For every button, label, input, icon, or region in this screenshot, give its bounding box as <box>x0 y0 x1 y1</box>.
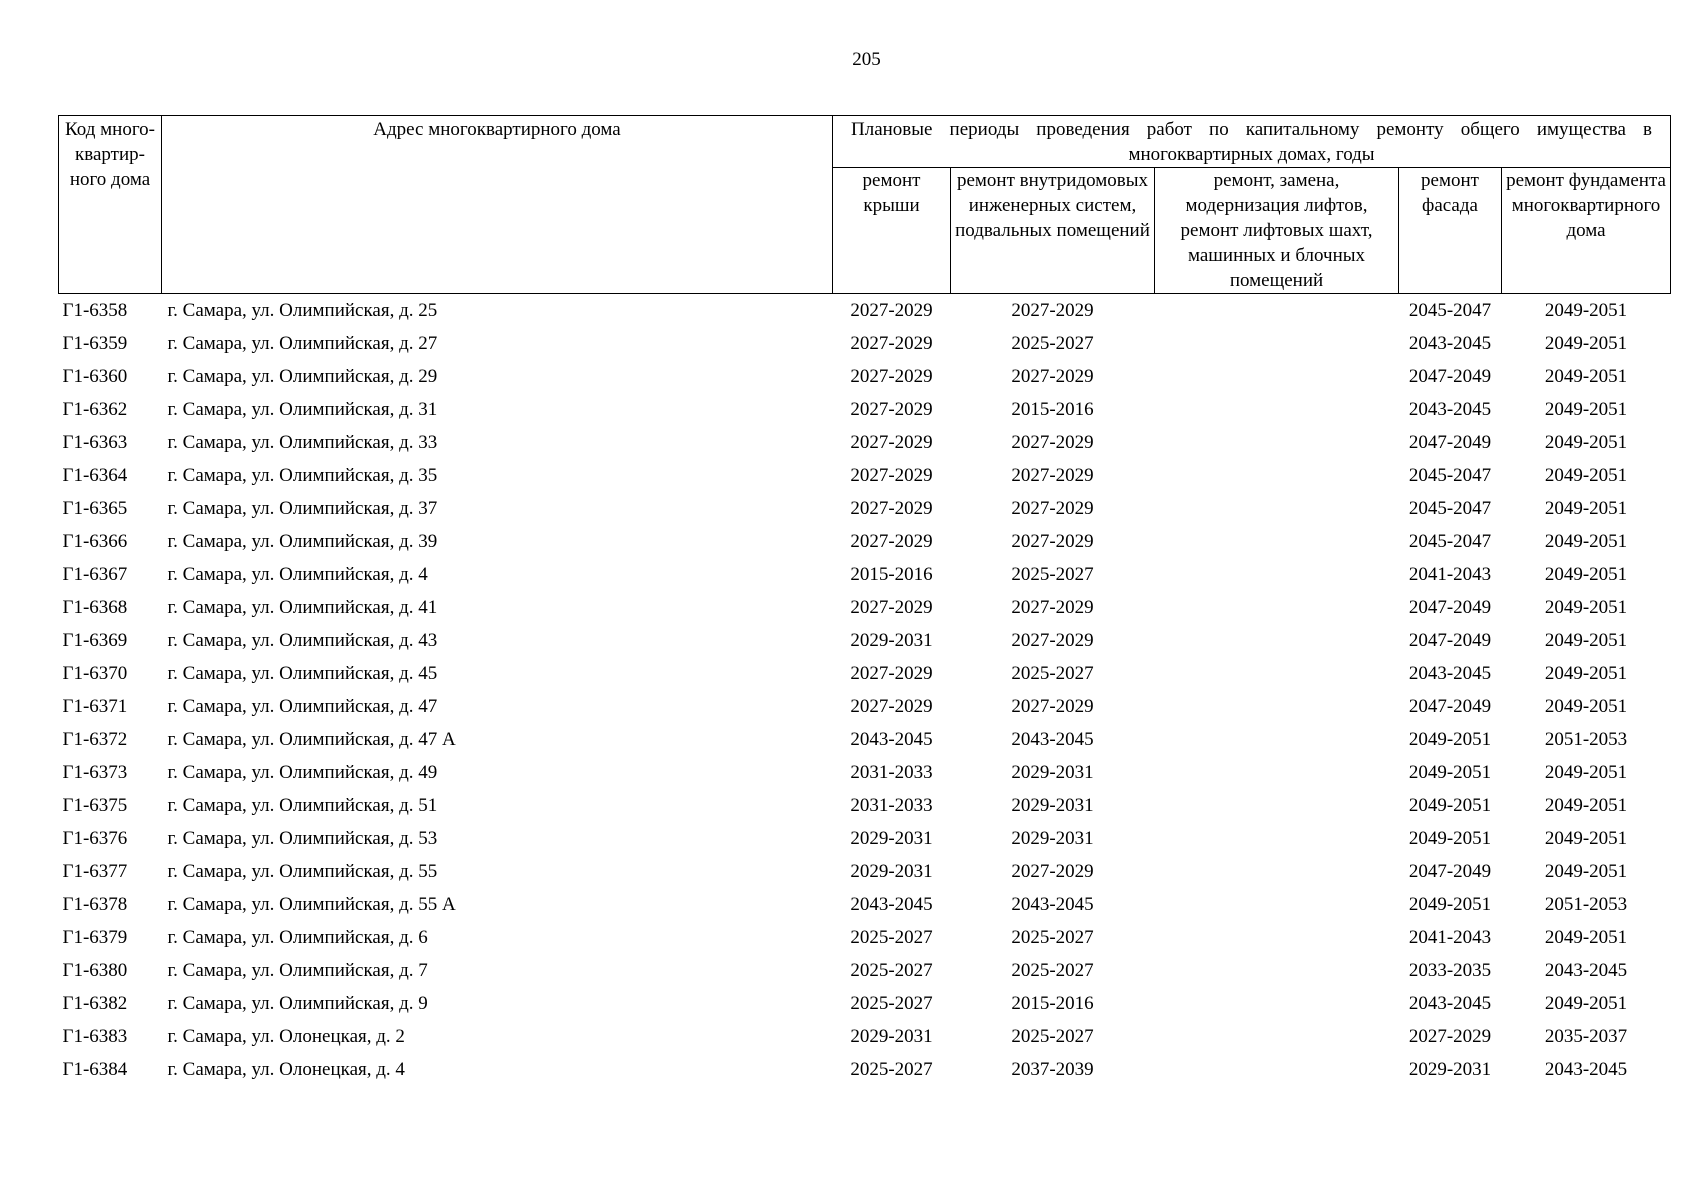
cell-address: г. Самара, ул. Олимпийская, д. 7 <box>167 960 428 981</box>
cell-code: Г1-6373 <box>62 762 128 783</box>
cell-roof: 2043-2045 <box>850 894 933 915</box>
cell-facade: 2045-2047 <box>1408 300 1492 321</box>
cell-elevators <box>1155 525 1399 558</box>
table-row <box>59 360 1671 393</box>
cell-foundation: 2049-2051 <box>1544 333 1628 354</box>
table-row <box>59 822 1671 855</box>
table-row <box>59 492 1671 525</box>
cell-facade: 2033-2035 <box>1408 960 1492 981</box>
cell-foundation: 2051-2053 <box>1544 894 1628 915</box>
table-row <box>59 327 1671 360</box>
cell-foundation: 2049-2051 <box>1544 861 1628 882</box>
cell-facade: 2049-2051 <box>1408 828 1492 849</box>
cell-engineering: 2027-2029 <box>1011 597 1094 618</box>
cell-foundation: 2049-2051 <box>1544 927 1628 948</box>
cell-address: г. Самара, ул. Олонецкая, д. 2 <box>167 1026 405 1047</box>
cell-address: г. Самара, ул. Олимпийская, д. 35 <box>167 465 438 486</box>
header-roof: ремонт крыши <box>833 168 951 294</box>
capital-repair-table <box>58 115 1671 1086</box>
cell-facade: 2041-2043 <box>1408 927 1492 948</box>
cell-facade: 2041-2043 <box>1408 564 1492 585</box>
table-body <box>59 294 1671 1087</box>
cell-code: Г1-6384 <box>62 1059 128 1080</box>
cell-address: г. Самара, ул. Олимпийская, д. 29 <box>167 366 438 387</box>
cell-roof: 2029-2031 <box>850 1026 933 1047</box>
cell-engineering: 2027-2029 <box>1011 300 1094 321</box>
cell-engineering: 2025-2027 <box>1011 927 1094 948</box>
cell-engineering: 2027-2029 <box>1011 630 1094 651</box>
table-row <box>59 723 1671 756</box>
cell-foundation: 2035-2037 <box>1544 1026 1628 1047</box>
cell-elevators <box>1155 756 1399 789</box>
cell-roof: 2025-2027 <box>850 927 933 948</box>
cell-engineering: 2027-2029 <box>1011 531 1094 552</box>
cell-elevators <box>1155 657 1399 690</box>
cell-roof: 2027-2029 <box>850 366 933 387</box>
cell-facade: 2049-2051 <box>1408 762 1492 783</box>
cell-foundation: 2049-2051 <box>1544 531 1628 552</box>
cell-elevators <box>1155 360 1399 393</box>
cell-engineering: 2025-2027 <box>1011 1026 1094 1047</box>
header-code: Код много-квартир-ного дома <box>59 116 162 294</box>
cell-facade: 2049-2051 <box>1408 894 1492 915</box>
cell-foundation: 2049-2051 <box>1544 399 1628 420</box>
cell-foundation: 2051-2053 <box>1544 729 1628 750</box>
cell-engineering: 2027-2029 <box>1011 465 1094 486</box>
cell-address: г. Самара, ул. Олимпийская, д. 41 <box>167 597 438 618</box>
cell-facade: 2029-2031 <box>1408 1059 1492 1080</box>
cell-engineering: 2025-2027 <box>1011 960 1094 981</box>
cell-code: Г1-6360 <box>62 366 128 387</box>
header-elevators: ремонт, замена, модернизация лифтов, ремонт лифтовых шахт, машинных и блочных помещений <box>1155 168 1399 294</box>
cell-roof: 2027-2029 <box>850 333 933 354</box>
cell-foundation: 2043-2045 <box>1544 1059 1628 1080</box>
cell-roof: 2025-2027 <box>850 960 933 981</box>
cell-facade: 2049-2051 <box>1408 729 1492 750</box>
header-engineering: ремонт внутридомовых инженерных систем, подвальных помещений <box>951 168 1155 294</box>
table-row <box>59 393 1671 426</box>
cell-roof: 2027-2029 <box>850 597 933 618</box>
table-row <box>59 426 1671 459</box>
cell-facade: 2027-2029 <box>1408 1026 1492 1047</box>
cell-elevators <box>1155 1053 1399 1086</box>
cell-code: Г1-6369 <box>62 630 128 651</box>
cell-elevators <box>1155 327 1399 360</box>
cell-roof: 2025-2027 <box>850 993 933 1014</box>
cell-roof: 2029-2031 <box>850 861 933 882</box>
cell-code: Г1-6364 <box>62 465 128 486</box>
cell-facade: 2043-2045 <box>1408 993 1492 1014</box>
cell-roof: 2025-2027 <box>850 1059 933 1080</box>
cell-elevators <box>1155 888 1399 921</box>
cell-engineering: 2043-2045 <box>1011 894 1094 915</box>
cell-foundation: 2049-2051 <box>1544 597 1628 618</box>
cell-engineering: 2027-2029 <box>1011 432 1094 453</box>
header-facade: ремонт фасада <box>1399 168 1502 294</box>
cell-engineering: 2015-2016 <box>1011 399 1094 420</box>
cell-engineering: 2027-2029 <box>1011 861 1094 882</box>
cell-elevators <box>1155 690 1399 723</box>
table-row <box>59 1053 1671 1086</box>
cell-roof: 2027-2029 <box>850 432 933 453</box>
cell-foundation: 2049-2051 <box>1544 762 1628 783</box>
cell-facade: 2047-2049 <box>1408 861 1492 882</box>
cell-roof: 2031-2033 <box>850 762 933 783</box>
table-row <box>59 888 1671 921</box>
cell-facade: 2047-2049 <box>1408 432 1492 453</box>
cell-facade: 2045-2047 <box>1408 498 1492 519</box>
cell-elevators <box>1155 591 1399 624</box>
cell-facade: 2047-2049 <box>1408 597 1492 618</box>
cell-facade: 2043-2045 <box>1408 333 1492 354</box>
cell-elevators <box>1155 492 1399 525</box>
cell-code: Г1-6378 <box>62 894 128 915</box>
cell-code: Г1-6372 <box>62 729 128 750</box>
cell-code: Г1-6375 <box>62 795 128 816</box>
cell-facade: 2043-2045 <box>1408 663 1492 684</box>
table-row <box>59 690 1671 723</box>
cell-foundation: 2049-2051 <box>1544 465 1628 486</box>
cell-code: Г1-6363 <box>62 432 128 453</box>
cell-address: г. Самара, ул. Олимпийская, д. 25 <box>167 300 438 321</box>
header-address: Адрес многоквартирного дома <box>162 116 833 294</box>
cell-code: Г1-6362 <box>62 399 128 420</box>
cell-address: г. Самара, ул. Олимпийская, д. 9 <box>167 993 428 1014</box>
cell-code: Г1-6380 <box>62 960 128 981</box>
cell-engineering: 2027-2029 <box>1011 498 1094 519</box>
cell-engineering: 2025-2027 <box>1011 564 1094 585</box>
cell-engineering: 2043-2045 <box>1011 729 1094 750</box>
cell-elevators <box>1155 558 1399 591</box>
cell-engineering: 2025-2027 <box>1011 333 1094 354</box>
cell-engineering: 2027-2029 <box>1011 366 1094 387</box>
table-row <box>59 855 1671 888</box>
cell-address: г. Самара, ул. Олимпийская, д. 4 <box>167 564 428 585</box>
cell-code: Г1-6379 <box>62 927 128 948</box>
table-row <box>59 624 1671 657</box>
table-row <box>59 1020 1671 1053</box>
cell-foundation: 2049-2051 <box>1544 432 1628 453</box>
page-number: 205 <box>852 49 881 70</box>
cell-foundation: 2049-2051 <box>1544 366 1628 387</box>
cell-elevators <box>1155 294 1399 328</box>
cell-address: г. Самара, ул. Олимпийская, д. 45 <box>167 663 438 684</box>
cell-roof: 2027-2029 <box>850 399 933 420</box>
cell-roof: 2015-2016 <box>850 564 933 585</box>
cell-elevators <box>1155 426 1399 459</box>
cell-roof: 2027-2029 <box>850 663 933 684</box>
table-row <box>59 657 1671 690</box>
cell-elevators <box>1155 822 1399 855</box>
cell-address: г. Самара, ул. Олимпийская, д. 47 <box>167 696 438 717</box>
cell-code: Г1-6359 <box>62 333 128 354</box>
cell-elevators <box>1155 921 1399 954</box>
cell-foundation: 2049-2051 <box>1544 828 1628 849</box>
cell-address: г. Самара, ул. Олимпийская, д. 43 <box>167 630 438 651</box>
cell-roof: 2029-2031 <box>850 828 933 849</box>
cell-elevators <box>1155 855 1399 888</box>
cell-foundation: 2049-2051 <box>1544 564 1628 585</box>
cell-elevators <box>1155 459 1399 492</box>
cell-engineering: 2015-2016 <box>1011 993 1094 1014</box>
cell-roof: 2027-2029 <box>850 696 933 717</box>
cell-roof: 2031-2033 <box>850 795 933 816</box>
cell-address: г. Самара, ул. Олимпийская, д. 31 <box>167 399 438 420</box>
table-row <box>59 591 1671 624</box>
cell-foundation: 2049-2051 <box>1544 663 1628 684</box>
cell-address: г. Самара, ул. Олимпийская, д. 33 <box>167 432 438 453</box>
cell-roof: 2027-2029 <box>850 465 933 486</box>
cell-foundation: 2049-2051 <box>1544 630 1628 651</box>
cell-elevators <box>1155 954 1399 987</box>
table-row <box>59 954 1671 987</box>
cell-address: г. Самара, ул. Олимпийская, д. 53 <box>167 828 438 849</box>
cell-engineering: 2029-2031 <box>1011 762 1094 783</box>
table-row <box>59 756 1671 789</box>
cell-facade: 2045-2047 <box>1408 465 1492 486</box>
cell-facade: 2049-2051 <box>1408 795 1492 816</box>
table-row <box>59 987 1671 1020</box>
cell-foundation: 2043-2045 <box>1544 960 1628 981</box>
cell-roof: 2043-2045 <box>850 729 933 750</box>
cell-code: Г1-6370 <box>62 663 128 684</box>
cell-address: г. Самара, ул. Олимпийская, д. 37 <box>167 498 438 519</box>
cell-code: Г1-6367 <box>62 564 128 585</box>
cell-elevators <box>1155 624 1399 657</box>
table-row <box>59 558 1671 591</box>
cell-engineering: 2027-2029 <box>1011 696 1094 717</box>
header-periods-group <box>833 116 1671 168</box>
cell-facade: 2043-2045 <box>1408 399 1492 420</box>
cell-foundation: 2049-2051 <box>1544 300 1628 321</box>
cell-address: г. Самара, ул. Олимпийская, д. 49 <box>167 762 438 783</box>
cell-engineering: 2029-2031 <box>1011 828 1094 849</box>
cell-code: Г1-6376 <box>62 828 128 849</box>
table-row <box>59 525 1671 558</box>
cell-address: г. Самара, ул. Олонецкая, д. 4 <box>167 1059 405 1080</box>
cell-foundation: 2049-2051 <box>1544 795 1628 816</box>
table-header <box>59 116 1671 294</box>
table-row <box>59 459 1671 492</box>
cell-address: г. Самара, ул. Олимпийская, д. 47 А <box>167 729 456 750</box>
cell-code: Г1-6366 <box>62 531 128 552</box>
cell-code: Г1-6365 <box>62 498 128 519</box>
cell-code: Г1-6371 <box>62 696 128 717</box>
cell-address: г. Самара, ул. Олимпийская, д. 51 <box>167 795 438 816</box>
cell-roof: 2027-2029 <box>850 300 933 321</box>
cell-elevators <box>1155 987 1399 1020</box>
cell-roof: 2027-2029 <box>850 498 933 519</box>
cell-roof: 2029-2031 <box>850 630 933 651</box>
cell-address: г. Самара, ул. Олимпийская, д. 6 <box>167 927 428 948</box>
cell-address: г. Самара, ул. Олимпийская, д. 27 <box>167 333 438 354</box>
cell-roof: 2027-2029 <box>850 531 933 552</box>
cell-engineering: 2037-2039 <box>1011 1059 1094 1080</box>
cell-foundation: 2049-2051 <box>1544 696 1628 717</box>
cell-facade: 2047-2049 <box>1408 630 1492 651</box>
cell-address: г. Самара, ул. Олимпийская, д. 55 <box>167 861 438 882</box>
cell-code: Г1-6368 <box>62 597 128 618</box>
cell-code: Г1-6377 <box>62 861 128 882</box>
header-foundation: ремонт фундамента многоквартирного дома <box>1502 168 1671 294</box>
cell-elevators <box>1155 393 1399 426</box>
cell-elevators <box>1155 723 1399 756</box>
cell-code: Г1-6358 <box>62 300 128 321</box>
cell-code: Г1-6382 <box>62 993 128 1014</box>
cell-facade: 2047-2049 <box>1408 366 1492 387</box>
header-periods-line2: многоквартирных домах, годы <box>1128 144 1375 165</box>
cell-code: Г1-6383 <box>62 1026 128 1047</box>
cell-foundation: 2049-2051 <box>1544 993 1628 1014</box>
cell-facade: 2045-2047 <box>1408 531 1492 552</box>
table-row <box>59 789 1671 822</box>
cell-engineering: 2025-2027 <box>1011 663 1094 684</box>
header-periods-line1: Плановые периоды проведения работ по капитальному ремонту общего имущества в <box>851 119 1653 140</box>
cell-foundation: 2049-2051 <box>1544 498 1628 519</box>
cell-elevators <box>1155 1020 1399 1053</box>
table-row <box>59 294 1671 328</box>
cell-engineering: 2029-2031 <box>1011 795 1094 816</box>
cell-address: г. Самара, ул. Олимпийская, д. 39 <box>167 531 438 552</box>
cell-address: г. Самара, ул. Олимпийская, д. 55 А <box>167 894 456 915</box>
cell-facade: 2047-2049 <box>1408 696 1492 717</box>
table-row <box>59 921 1671 954</box>
cell-elevators <box>1155 789 1399 822</box>
